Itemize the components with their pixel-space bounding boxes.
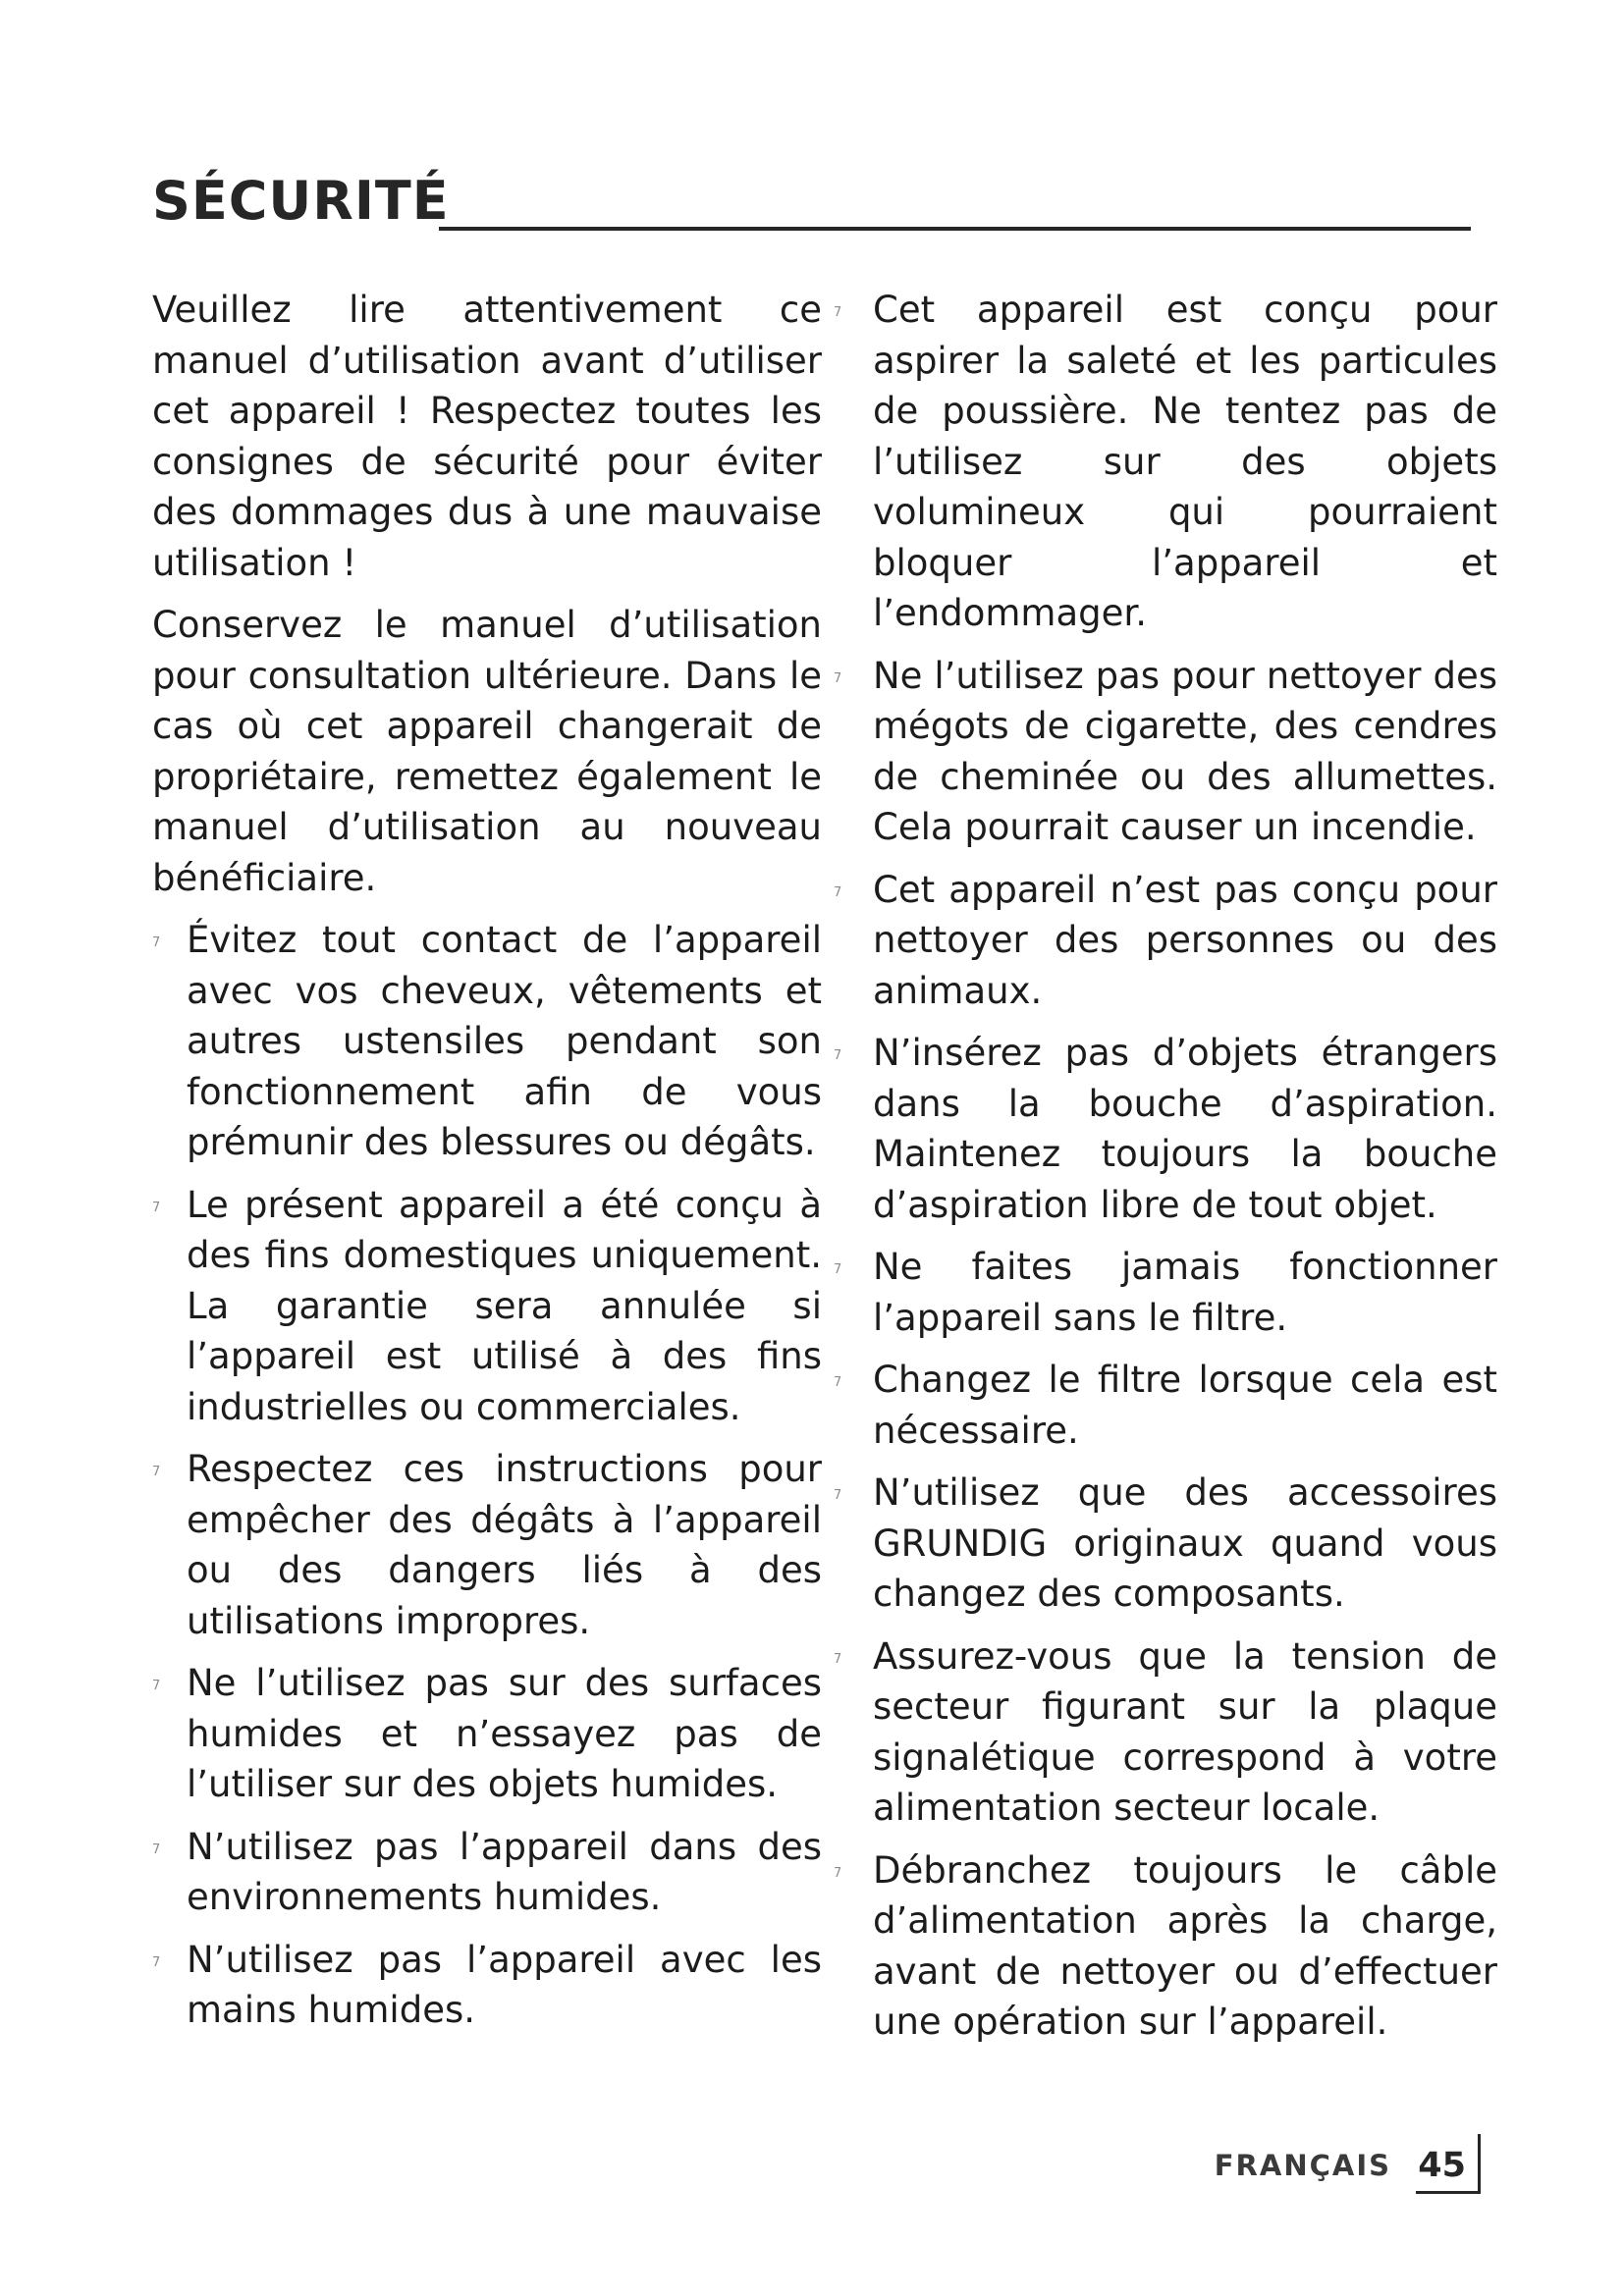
left-column — [152, 285, 822, 2048]
bullet-text: Changez le filtre lorsque cela est nécessaire. — [873, 1359, 1497, 1452]
intro-paragraph: Veuillez lire attentivement ce manuel d’utilisation avant d’utiliser cet appareil ! Respectez toutes les consignes de sécurité pour éviter des dommages dus à une mauvaise utilisation ! — [152, 289, 822, 584]
bullet-marker-icon: 7 — [834, 884, 842, 900]
bullet-text: Respectez ces instructions pour empêcher des dégâts à l’appareil ou des dangers liés à des utilisations impropres. — [187, 1448, 822, 1642]
page-title: SÉCURITÉ — [152, 170, 450, 232]
bullet-marker-icon: 7 — [834, 670, 842, 686]
bullet-text: Le présent appareil a été conçu à des fins domestiques uniquement. La garantie sera annulée si l’appareil est utilisé à des fins industrielles ou commerciales. — [187, 1183, 822, 1428]
bullet-marker-icon: 7 — [152, 1842, 161, 1857]
safety-bullet — [830, 865, 1497, 1017]
safety-bullet — [152, 915, 822, 1168]
page-footer — [1159, 2134, 1488, 2197]
right-column — [830, 285, 1497, 2059]
bullet-text: Ne l’utilisez pas sur des surfaces humides et n’essayez pas de l’utiliser sur des objets humides. — [187, 1662, 822, 1805]
bullet-text: Cet appareil n’est pas conçu pour nettoyer des personnes ou des animaux. — [873, 868, 1497, 1012]
footer-language: FRANÇAIS — [1214, 2149, 1391, 2182]
safety-bullet — [830, 1845, 1497, 2048]
bullet-marker-icon: 7 — [152, 1200, 161, 1215]
bullet-marker-icon: 7 — [834, 1651, 842, 1667]
bullet-marker-icon: 7 — [834, 1865, 842, 1881]
bullet-text: Assurez-vous que la tension de secteur figurant sur la plaque signalétique correspond à votre alimentation secteur locale. — [873, 1634, 1497, 1829]
page-number: 45 — [1418, 2146, 1466, 2185]
bullet-text: N’utilisez que des accessoires GRUNDIG originaux quand vous changez des composants. — [873, 1471, 1497, 1615]
bullet-marker-icon: 7 — [834, 1262, 842, 1277]
bullet-text: Ne faites jamais fonctionner l’appareil sans le filtre. — [873, 1246, 1497, 1339]
safety-bullet — [830, 285, 1497, 639]
page-number-underline — [1416, 2191, 1478, 2194]
safety-bullet — [152, 1444, 822, 1646]
safety-bullet — [152, 1180, 822, 1433]
page-number-rule — [1478, 2134, 1481, 2194]
bullet-marker-icon: 7 — [152, 935, 161, 950]
bullet-text: Évitez tout contact de l’appareil avec vos cheveux, vêtements et autres ustensiles pendant son fonctionnement afin de vous prémunir des blessures ou dégâts. — [187, 919, 822, 1163]
bullet-marker-icon: 7 — [152, 1465, 161, 1479]
intro-paragraph: Conservez le manuel d’utilisation pour consultation ultérieure. Dans le cas où cet appareil changerait de propriétaire, remettez également le manuel d’utilisation au nouveau bénéficiaire. — [152, 604, 822, 899]
bullet-text: N’insérez pas d’objets étrangers dans la bouche d’aspiration. Maintenez toujours la bouche d’aspiration libre de tout objet. — [873, 1032, 1497, 1226]
bullet-marker-icon: 7 — [834, 1048, 842, 1063]
safety-bullet — [152, 1822, 822, 1923]
bullet-text: Débranchez toujours le câble d’alimentation après la charge, avant de nettoyer ou d’effectuer une opération sur l’appareil. — [873, 1848, 1497, 2043]
safety-bullet — [830, 1631, 1497, 1834]
safety-bullet — [830, 1468, 1497, 1620]
safety-bullet — [830, 1355, 1497, 1456]
safety-bullet — [830, 1242, 1497, 1343]
bullet-marker-icon: 7 — [834, 1375, 842, 1390]
page-header — [152, 165, 1471, 238]
safety-bullet — [830, 1028, 1497, 1230]
bullet-text: N’utilisez pas l’appareil avec les mains humides. — [187, 1938, 822, 2031]
bullet-marker-icon: 7 — [152, 1954, 161, 1970]
bullet-text: Ne l’utilisez pas pour nettoyer des mégots de cigarette, des cendres de cheminée ou des allumettes. Cela pourrait causer un incendie. — [873, 654, 1497, 848]
bullet-text: Cet appareil est conçu pour aspirer la saleté et les particules de poussière. Ne tentez pas de l’utilisez sur des objets volumineux qui pourraient bloquer l’appareil et l’endommager. — [873, 289, 1497, 634]
bullet-marker-icon: 7 — [834, 1488, 842, 1503]
bullet-marker-icon: 7 — [152, 1679, 161, 1693]
safety-bullet — [830, 651, 1497, 853]
title-rule — [439, 227, 1471, 231]
safety-bullet — [152, 1658, 822, 1810]
bullet-text: N’utilisez pas l’appareil dans des environnements humides. — [187, 1825, 822, 1918]
safety-bullet — [152, 1935, 822, 2036]
bullet-marker-icon: 7 — [834, 305, 842, 320]
